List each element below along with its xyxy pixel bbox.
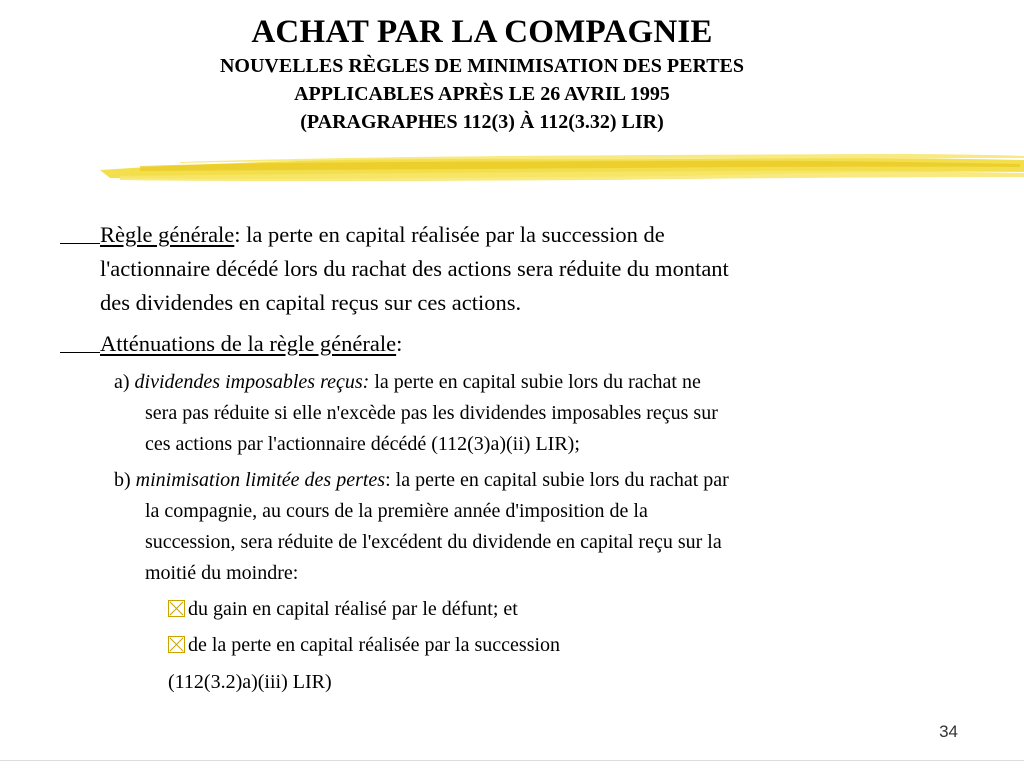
bullet-underline-1	[60, 243, 100, 244]
subtitle-line-2: APPLICABLES APRÈS LE 26 AVRIL 1995	[294, 83, 670, 105]
item-a-marker: a)	[114, 371, 130, 393]
rule-heading: Règle générale	[100, 222, 235, 247]
bullet-underline-2	[60, 352, 100, 353]
rule-line-2: l'actionnaire décédé lors du rachat des actions sera réduite du montant	[100, 256, 729, 281]
item-a-italic: dividendes imposables reçus:	[134, 371, 370, 393]
item-b-italic: minimisation limitée des pertes	[135, 469, 386, 491]
item-a-line-2: sera pas réduite si elle n'excède pas les dividendes imposables reçus sur	[145, 402, 718, 424]
checkbox-x-icon	[168, 636, 185, 653]
item-b-line-4: moitié du moindre:	[145, 562, 299, 584]
yellow-brush-stroke	[100, 150, 1024, 188]
attenuations-line	[100, 327, 402, 361]
sub-item-1-text: du gain en capital réalisé par le défunt; et	[188, 598, 518, 620]
item-b-line-2: la compagnie, au cours de la première année d'imposition de la	[145, 500, 648, 522]
sub-item-2-text: de la perte en capital réalisée par la succession	[188, 634, 561, 656]
subtitle-line-3: (PARAGRAPHES 112(3) À 112(3.32) LIR)	[300, 111, 664, 133]
item-b-line-1-rest: : la perte en capital subie lors du rachat par	[385, 469, 729, 491]
item-b-line-1	[114, 465, 729, 496]
bottom-divider	[0, 760, 1024, 761]
sub-item-1	[168, 594, 518, 625]
item-b-line-3: succession, sera réduite de l'excédent du dividende en capital reçu sur la	[145, 531, 722, 553]
item-b-marker: b)	[114, 469, 131, 491]
rule-line-1	[100, 218, 665, 252]
subtitle-line-1: NOUVELLES RÈGLES DE MINIMISATION DES PERTES	[219, 55, 745, 77]
reference-line: (112(3.2)a)(iii) LIR)	[168, 671, 332, 693]
sub-item-2	[168, 630, 560, 661]
rule-line-1-rest: : la perte en capital réalisée par la succession de	[234, 222, 665, 247]
item-a-line-3: ces actions par l'actionnaire décédé (112(3)a)(ii) LIR);	[145, 433, 580, 455]
rule-line-3: des dividendes en capital reçus sur ces actions.	[100, 290, 522, 315]
page-number: 34	[939, 722, 958, 741]
item-a-line-1	[114, 367, 701, 398]
checkbox-x-icon	[168, 600, 185, 617]
attenuations-heading: Atténuations de la règle générale	[100, 331, 397, 356]
attenuations-colon: :	[396, 331, 403, 356]
page-title: ACHAT PAR LA COMPAGNIE	[251, 14, 713, 50]
item-a-line-1-rest: la perte en capital subie lors du rachat ne	[369, 371, 701, 393]
title-block	[60, 12, 904, 136]
